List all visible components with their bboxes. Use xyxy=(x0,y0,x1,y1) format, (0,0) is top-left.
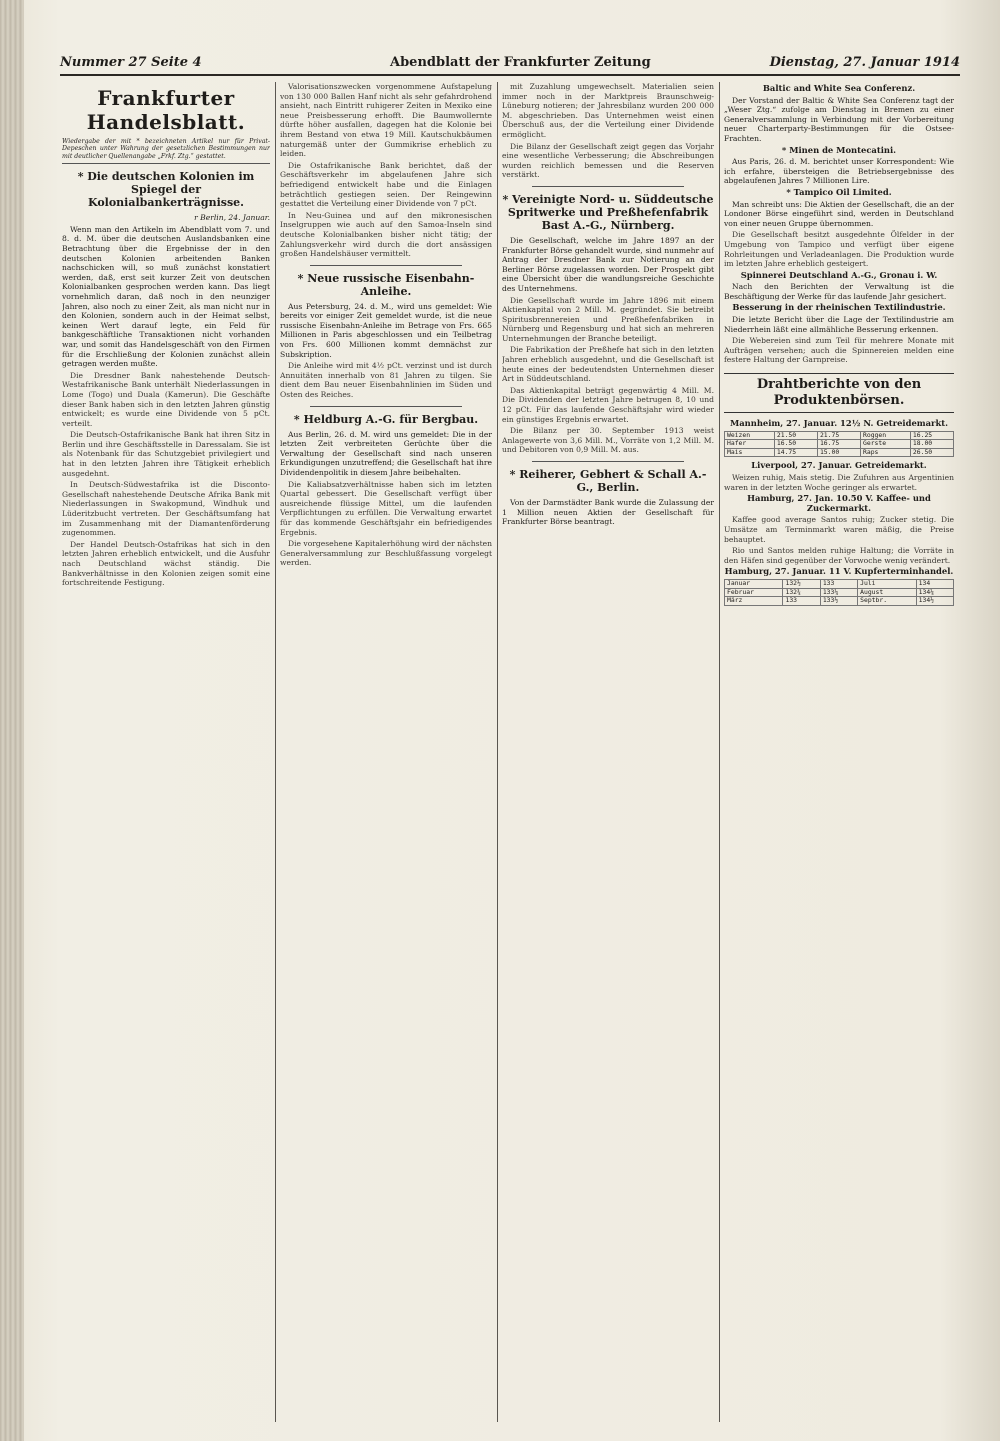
article-title-eisenbahn: * Neue russische Eisenbahn-Anleihe. xyxy=(297,271,475,298)
article-title-spinnerei: Spinnerei Deutschland A.-G., Gronau i. W. xyxy=(740,269,938,280)
table-row: Mais 14.75 15.00 Raps 26.50 xyxy=(725,448,954,457)
article-title-spritwerke: * Vereinigte Nord- u. Süddeutsche Spritwerke und Preßhefenfabrik Bast A.-G., Nürnberg. xyxy=(502,192,714,232)
article-title-tampico: * Tampico Oil Limited. xyxy=(786,186,892,197)
table-row: Hafer 16.50 16.75 Gerste 18.00 xyxy=(725,440,954,449)
column-4 xyxy=(724,82,954,1422)
mannheim-market-table xyxy=(724,431,954,458)
article-title-textil: Besserung in der rheinischen Textilindustrie. xyxy=(732,302,946,313)
page-number-label: Nummer 27 Seite 4 xyxy=(60,55,202,70)
section-masthead: Frankfurter Handelsblatt. xyxy=(86,86,246,134)
column-3 xyxy=(502,82,714,1422)
article-title-reichel: * Reiherer, Gebhert & Schall A.-G., Berlin. xyxy=(509,468,707,494)
reprint-note: Wiedergabe der mit * bezeichneten Artikel nur für Privat-Depeschen unter Wahrung der gesetzlichen Bestimmungen nur mit deutlicher Quellenangabe „Frkf. Ztg.“ gestattet. xyxy=(62,138,270,164)
column-rule xyxy=(719,82,720,1422)
article-title-heldburg: * Heldburg A.-G. für Bergbau. xyxy=(293,412,479,426)
body-text-filler: Die Gesellschaft wurde im Jahre 1896 mit einem Aktienkapital von 2 Mill. M. gegründet. Sie betreibt Spiritusbrennereien und Preßhefenfabriken in Nürnberg und Regensburg und hat sich an mehreren Unternehmungen der Branche beteiligt. Die Fabrikation der Preßhefe hat sich in den letzten Jahren erheblich ausgedehnt, und die Gesellschaft ist heute eines der bedeutendsten Unternehmen dieser Art in Süddeutschland. Das Aktienkapital beträgt gegenwärtig 4 Mill. M. Die Dividenden der letzten Jahre betrugen 8, 10 und 12 pCt. Für das laufende Geschäftsjahr wird wieder ein günstiges Ergebnis erwartet. Die Bilanz per 30. September 1913 weist Anlagewerte von 3,6 Mill. M., Vorräte von 1,2 Mill. M. und Debitoren von 0,9 Mill. M. aus. xyxy=(502,295,714,455)
column-rule xyxy=(275,82,276,1422)
table-row: Weizen 21.50 21.75 Roggen 16.25 xyxy=(725,431,954,440)
market-title-mannheim: Mannheim, 27. Januar. 12½ N. Getreidemarkt. xyxy=(729,418,949,429)
paper-title: Abendblatt der Frankfurter Zeitung xyxy=(390,55,651,70)
article-separator xyxy=(310,406,462,407)
article-body-montecatini: Aus Paris, 26. d. M. berichtet unser Korrespondent: Wie ich erfahre, übersteigen die Betriebsergebnisse des abgelaufenen Jahres 7 Millionen Lire. xyxy=(724,157,954,186)
table-row: Januar 132½ 133 Juli 134 xyxy=(725,579,954,588)
body-text-filler: mit Zuzahlung umgewechselt. Materialien seien immer noch in der Marktpreis Braunschweig-Lüneburg notieren; der Jahresbilanz wurden 200 000 M. abgeschrieben. Das Unternehmen weist einen Überschuß aus, der die Verteilung einer Dividende ermöglicht. Die Bilanz der Gesellschaft zeigt gegen das Vorjahr eine wesentliche Verbesserung; die Abschreibungen wurden reichlich bemessen und die Reserven verstärkt. xyxy=(502,82,714,180)
issue-date: Dienstag, 27. Januar 1914 xyxy=(769,55,960,70)
article-body-textil: Die letzte Bericht über die Lage der Textilindustrie am Niederrhein läßt eine allmähliche Besserung erkennen. xyxy=(724,315,954,334)
table-row: März 133 133½ Septbr. 134½ xyxy=(725,597,954,606)
body-text-filler: Die Webereien sind zum Teil für mehrere Monate mit Aufträgen versehen; auch die Spinnereien melden eine festere Haltung der Garnpreise. xyxy=(724,336,954,365)
article-body-spritwerke: Die Gesellschaft, welche im Jahre 1897 an der Frankfurter Börse gehandelt wurde, sind nunmehr auf Antrag der Dresdner Bank zur Notierung an der Berliner Börse zugelassen worden. Der Prospekt gibt eine Übersicht über die wandlungsreiche Geschichte des Unternehmens. xyxy=(502,235,714,293)
market-title-liverpool: Liverpool, 27. Januar. Getreidemarkt. xyxy=(751,460,927,471)
column-rule xyxy=(497,82,498,1422)
body-text-filler: Kaffee good average Santos ruhig; Zucker stetig. Die Umsätze am Terminmarkt waren mäßig, die Preise behauptet. Rio und Santos melden ruhige Haltung; die Vorräte in den Häfen sind gegenüber der Vorwoche wenig verändert. xyxy=(724,515,954,565)
body-text-filler: Die Kaliabsatzverhältnisse haben sich im letzten Quartal gebessert. Die Gesellschaft verfügt über ausreichende flüssige Mittel, um die laufenden Verpflichtungen zu erfüllen. Die Verwaltung erwartet für das kommende Geschäftsjahr ein befriedigendes Ergebnis. Die vorgesehene Kapitalerhöhung wird der nächsten Generalversammlung zur Beschlußfassung vorgelegt werden. xyxy=(280,479,492,568)
column-2 xyxy=(280,82,492,1422)
section-title-drahtberichte: Drahtberichte von den Produktenbörsen. xyxy=(724,373,954,413)
article-separator xyxy=(310,265,462,266)
article-body-colonies: Wenn man den Artikeln im Abendblatt vom 7. und 8. d. M. über die deutschen Auslandsbanken eine Betrachtung über die Ergebnisse der in den deutschen Kolonien arbeitenden Banken nachschicken will, so muß zunächst konstatiert werden, daß, erst seit kurzer Zeit von deutschen Kolonialbanken gesprochen werden kann. Das liegt vornehmlich daran, daß noch in den neunziger Jahren, also noch zu einer Zeit, als man nicht nur in den Kolonien, sondern auch in der Heimat selbst, keinen Wert darauf legte, ein Feld für bankgeschäftliche Transaktionen nicht vorhanden war, und somit das Handelsgeschäft von den Firmen für die Erschließung der Kolonien zunächst allein getragen werden mußte. xyxy=(62,224,270,369)
article-body-spinnerei: Nach den Berichten der Verwaltung ist die Beschäftigung der Werke für das laufende Jahr gesichert. xyxy=(724,282,954,301)
body-text-filler: Weizen ruhig, Mais stetig. Die Zufuhren aus Argentinien waren in der letzten Woche geringer als erwartet. xyxy=(724,473,954,492)
article-title-montecatini: * Minen de Montecatini. xyxy=(781,144,897,155)
article-title-colonies: * Die deutschen Kolonien im Spiegel der Kolonialbankerträgnisse. xyxy=(77,170,255,210)
article-separator xyxy=(532,461,684,462)
binding-spine xyxy=(0,0,24,1441)
article-title-baltic: Baltic and White Sea Conferenz. xyxy=(762,83,916,93)
article-dateline: r Berlin, 24. Januar. xyxy=(194,213,270,223)
table-row: Februar 132¾ 133¼ August 134¼ xyxy=(725,588,954,597)
body-text-filler: Die Anleihe wird mit 4½ pCt. verzinst und ist durch Annuitäten innerhalb von 81 Jahren zu tilgen. Sie dient dem Bau neuer Eisenbahnlinien im Süden und Osten des Reiches. xyxy=(280,361,492,400)
article-separator xyxy=(532,186,684,187)
body-text-filler: Die Dresdner Bank nahestehende Deutsch-Westafrikanische Bank unterhält Niederlassungen in Lome (Togo) und Duala (Kamerun). Die Geschäfte dieser Bank haben sich in den letzten Jahren günstig entwickelt; es wurde eine Dividende von 5 pCt. verteilt. Die Deutsch-Ostafrikanische Bank hat ihren Sitz in Berlin und ihre Geschäftsstelle in Daressalam. Sie ist als Notenbank für das Schutzgebiet privilegiert und hat in den letzten Jahren ihre Tätigkeit erheblich ausgedehnt. In Deutsch-Südwestafrika ist die Disconto-Gesellschaft nahestehende Deutsche Afrika Bank mit Niederlassungen in Swakopmund, Windhuk und Lüderitzbucht vertreten. Der Geschäftsumfang hat im Zusammenhang mit der Diamantenförderung zugenommen. Der Handel Deutsch-Ostafrikas hat sich in den letzten Jahren erheblich entwickelt, und die Ausfuhr nach Deutschland wächst ständig. Die Bankverhältnisse in den Kolonien zeigen somit eine fortschreitende Festigung. xyxy=(62,370,270,588)
body-text-filler: Valorisationszwecken vorgenommene Aufstapelung von 130 000 Ballen Hanf nicht als sehr gefahrdrohend ansieht, nach Eintritt ruhigerer Zeiten in Mexiko eine neue Preisbesserung erhofft. Die Baumwollernte dürfte höher ausfallen, dagegen hat die Kolonie bei ihrem Bestand von etwa 19 Mill. Kautschukbäumen naturgemäß unter der Gummikrise erheblich zu leiden. Die Ostafrikanische Bank berichtet, daß der Geschäftsverkehr im abgelaufenen Jahre sich befriedigend entwickelt habe und die Einlagen beträchtlich gestiegen seien. Der Reingewinn gestattet die Verteilung einer Dividende von 7 pCt. In Neu-Guinea und auf den mikronesischen Inselgruppen wie auch auf den Samoa-Inseln sind deutsche Kolonialbanken bisher nicht tätig; der Zahlungsverkehr wird durch die dort ansässigen großen Handelshäuser vermittelt. xyxy=(280,82,492,259)
body-text-filler: Die Gesellschaft besitzt ausgedehnte Ölfelder in der Umgebung von Tampico und verfügt über eigene Rohrleitungen und Verladeanlagen. Die Produktion wurde im letzten Jahre erheblich gesteigert. xyxy=(724,230,954,269)
kupfer-market-table xyxy=(724,579,954,606)
article-body-heldburg: Aus Berlin, 26. d. M. wird uns gemeldet: Die in der letzten Zeit verbreiteten Gerüchte über die Verwaltung der Gesellschaft sind nach unseren Erkundigungen unzutreffend; die Gesellschaft hat ihre Dividendenpolitik in diesem Jahre beibehalten. xyxy=(280,429,492,477)
article-body-eisenbahn: Aus Petersburg, 24. d. M., wird uns gemeldet: Wie bereits vor einiger Zeit gemeldet wurde, ist die neue russische Eisenbahn-Anleihe im Betrage von Frs. 665 Millionen in Paris abgeschlossen und ein Teilbetrag von Frs. 600 Millionen kommt demnächst zur Subskription. xyxy=(280,301,492,359)
article-body-reichel: Von der Darmstädter Bank wurde die Zulassung der 1 Million neuen Aktien der Gesellschaft für Frankfurter Börse beantragt. xyxy=(502,498,714,527)
article-body-baltic: Der Vorstand der Baltic & White Sea Conferenz tagt der „Weser Ztg.“ zufolge am Dienstag in Bremen zu einer Generalversammlung in Verbindung mit der Vorbereitung neuer Charterparty-Bestimmungen für die Ostsee-Frachten. xyxy=(724,95,954,143)
market-title-kupfer: Hamburg, 27. Januar. 11 V. Kupferterminhandel. xyxy=(724,566,954,577)
column-1 xyxy=(62,82,270,1422)
market-title-hamburg: Hamburg, 27. Jan. 10.50 V. Kaffee- und Zuckermarkt. xyxy=(747,493,931,513)
page-header xyxy=(60,52,960,76)
article-body-tampico: Man schreibt uns: Die Aktien der Gesellschaft, die an der Londoner Börse eingeführt sind, werden in Deutschland von einer neuen Gruppe übernommen. xyxy=(724,199,954,228)
